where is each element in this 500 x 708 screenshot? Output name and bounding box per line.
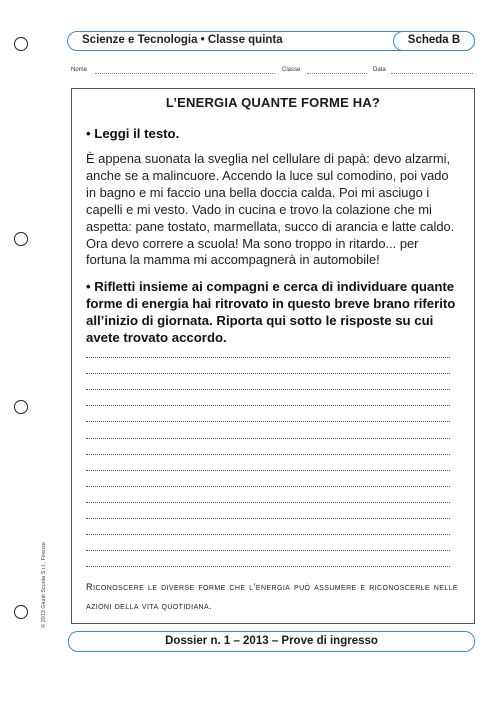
answer-line[interactable] bbox=[86, 439, 450, 455]
name-label: Nome bbox=[71, 67, 88, 73]
answer-area[interactable] bbox=[86, 342, 450, 567]
answer-line[interactable] bbox=[86, 551, 450, 567]
name-field[interactable] bbox=[95, 73, 275, 74]
learning-objective: Riconoscere le diverse forme che l’energia può assumere e riconoscerle nelle azioni della vita quotidiana. bbox=[86, 582, 458, 611]
sheet-badge: Scheda B bbox=[393, 31, 475, 51]
answer-line[interactable] bbox=[86, 503, 450, 519]
copyright-notice: © 2013 Giunti Scuola S.r.l., Firenze bbox=[41, 542, 47, 628]
answer-line[interactable] bbox=[86, 374, 450, 390]
answer-line[interactable] bbox=[86, 487, 450, 503]
answer-line[interactable] bbox=[86, 342, 450, 358]
binder-hole bbox=[14, 400, 28, 414]
answer-line[interactable] bbox=[86, 422, 450, 438]
instruction-reflect: • Rifletti insieme ai compagni e cerca di individuare quante forme di energia hai ritrovato in questo breve brano riferito all’inizio di giornata. Riporta qui sotto le risposte su cui avete trovato accordo. bbox=[86, 279, 456, 345]
answer-line[interactable] bbox=[86, 519, 450, 535]
class-label: Classe bbox=[282, 67, 301, 73]
header-bar bbox=[67, 31, 475, 51]
worksheet-title: L’ENERGIA QUANTE FORME HA? bbox=[165, 95, 381, 110]
subject-title: Scienze e Tecnologia • Classe quinta bbox=[82, 34, 283, 46]
answer-line[interactable] bbox=[86, 535, 450, 551]
student-info-row bbox=[71, 67, 473, 79]
answer-line[interactable] bbox=[86, 390, 450, 406]
binder-hole bbox=[14, 232, 28, 246]
reading-passage: È appena suonata la sveglia nel cellulare di papà: devo alzarmi, anche se a malincuore. Accendo la luce sul comodino, poi vado in bagno e mi faccio una bella doccia calda. Poi mi asciugo i capelli e mi vesto. Vado in cucina e trovo la colazione che mi aspetta: pane tostato, marmellata, succo di arancia e latte caldo. Ora devo correre a scuola! Ma sono troppo in ritardo... per fortuna la mamma mi accompagnerà in automobile! bbox=[86, 151, 455, 268]
binder-hole bbox=[14, 605, 28, 619]
class-field[interactable] bbox=[307, 73, 367, 74]
instruction-read: • Leggi il testo. bbox=[86, 126, 180, 141]
footer-bar: Dossier n. 1 – 2013 – Prove di ingresso bbox=[68, 631, 475, 652]
binder-hole bbox=[14, 37, 28, 51]
answer-line[interactable] bbox=[86, 358, 450, 374]
date-label: Data bbox=[373, 67, 386, 73]
date-field[interactable] bbox=[391, 73, 473, 74]
answer-line[interactable] bbox=[86, 406, 450, 422]
answer-line[interactable] bbox=[86, 471, 450, 487]
answer-line[interactable] bbox=[86, 455, 450, 471]
